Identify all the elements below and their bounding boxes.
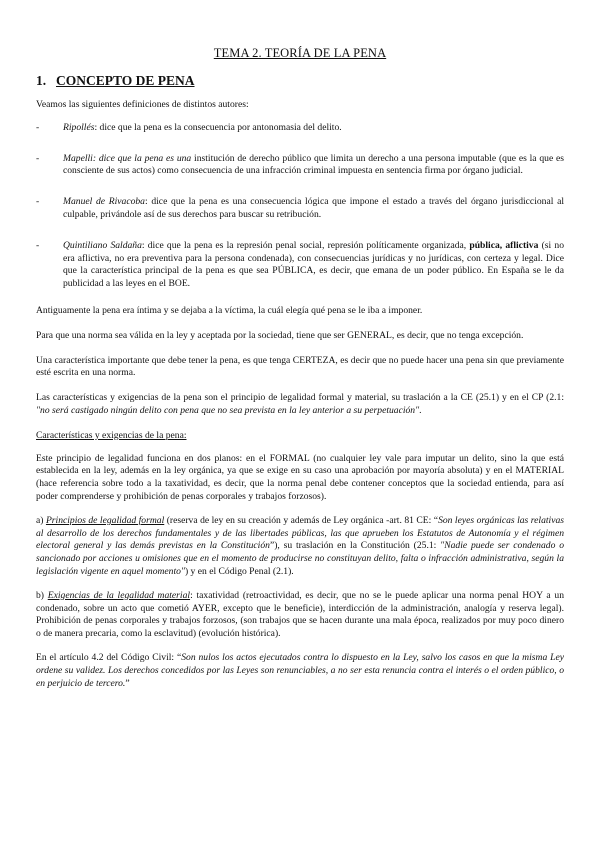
paragraph-text: En el artículo 4.2 del Código Civil: “ (36, 651, 182, 663)
paragraph-codigo-civil (36, 652, 564, 690)
definition-saldana (36, 240, 564, 291)
definition-text: institución de derecho público que limita un derecho a una persona imputable (que es la que es consciente de sus actos) como consecuencia de una infracción criminal impuesta en sentencia firma por órgano judicial. (63, 152, 565, 177)
definition-mapelli (36, 153, 564, 179)
item-b (36, 590, 564, 641)
item-text: ) y en el Código Penal (2.1). (184, 565, 294, 577)
author-name: Quintiliano Saldaña (63, 239, 142, 251)
bold-text: pública, aflictiva (469, 239, 539, 251)
quote-text: "no será castigado ningún delito con pena que no sea prevista en la ley anterior a su perpetuación" (36, 404, 420, 416)
definition-text: : dice que la pena es una consecuencia lógica que impone el estado a través del órgano jurisdiccional al culpable, privándole así de sus derechos para buscar su retribución. (63, 196, 564, 220)
author-name: Ripollés (63, 121, 95, 133)
paragraph-text: Las características y exigencias de la pena son el principio de legalidad formal y material, su traslación a la CE (25.1) y en el CP (2.1: (36, 392, 564, 404)
item-heading: Exigencias de la legalidad material (47, 589, 191, 601)
subheading: Características y exigencias de la pena: (36, 429, 187, 441)
intro-paragraph: Veamos las siguientes definiciones de distintos autores: (36, 99, 249, 110)
definition-text: : dice que la pena es la consecuencia por antonomasia del delito. (94, 121, 342, 133)
author-name: Manuel de Rivacoba (63, 196, 145, 208)
item-text: (reserva de ley en su creación y además de Ley orgánica -art. 81 CE: “ (164, 514, 439, 526)
list-dash: - (36, 239, 40, 251)
paragraph-general: Para que una norma sea válida en la ley y aceptada por la sociedad, tiene que ser GENERAL, es decir, que no tenga excepción. (36, 329, 524, 341)
section-number: 1. (36, 73, 47, 88)
definition-ripolles (36, 122, 564, 135)
paragraph-legalidad (36, 392, 564, 418)
definition-text: : dice que la pena es la represión penal social, represión políticamente organizada, (141, 239, 470, 251)
section-heading (36, 73, 564, 89)
quote-text: "Nadie puede ser condenado o sancionado por acciones u omisiones que en el momento de producirse no constituyan delito, falta o infracción administrativa, según la legislación vigente en aquel momento" (36, 540, 565, 577)
list-dash: - (36, 196, 40, 208)
definition-rivacoba (36, 196, 564, 222)
quote-text: Son leyes orgánicas las relativas al desarrollo de los derechos fundamentales y de las libertades públicas, las que aprueben los Estatutos de Autonomía y el régimen electoral general y las demás previstas en la Constitución (36, 514, 564, 552)
definition-text: (si no era aflictiva, no era preventiva para la persona condenada), con consecuencias jurídicas y no jurídicas, con certeza y legal. Dice que la característica principal de la pena es que sea PÚBLICA, es decir, que emana de un poder público. En España se le da publicidad a las leyes en el BOE. (63, 239, 564, 290)
list-dash: - (36, 152, 40, 164)
author-name: Mapelli: dice que la pena es una (63, 152, 192, 164)
paragraph-text: ” (125, 677, 130, 689)
item-text: ”), su traslación en la Constitución (25.1: (269, 540, 441, 552)
item-lead: b) (36, 589, 48, 601)
section-title: CONCEPTO DE PENA (56, 73, 195, 88)
item-heading: Principios de legalidad formal (45, 514, 165, 526)
paragraph-text: . (419, 404, 422, 416)
item-lead: a) (36, 514, 46, 526)
item-text: : taxatividad (retroactividad, es decir, que no se le puede aplicar una norma penal HOY a un condenado, sobre un acto que cometió AYER, excepto que le beneficie), interdicción de la administración, analogía y reserva legal). Prohibición de penas corporales y trabajos forzosos, (son trabajos que se hacen durante una mala época, realizados por muy poco dinero o de manera precaria, como la esclavitud) (evolución histórica). (36, 589, 565, 640)
list-dash: - (36, 121, 40, 133)
paragraph-antiguamente: Antiguamente la pena era íntima y se dejaba a la víctima, la cuál elegía qué pena se le iba a imponer. (36, 304, 423, 316)
document-title: TEMA 2. TEORÍA DE LA PENA (213, 46, 387, 60)
paragraph-certeza: Una característica importante que debe tener la pena, es que tenga CERTEZA, es decir que no puede hacer una pena sin que previamente esté escrita en una norma. (36, 354, 564, 379)
item-a (36, 515, 564, 579)
paragraph-principle: Este principio de legalidad funciona en dos planos: en el FORMAL (no cualquier ley vale para imputar un delito, sino la que está establecida en la ley, además en la ley orgánica, ya que se exige en su caso una aprobación por mayoría absoluta) y en el MATERIAL (hace referencia sobre todo a la taxatividad, es decir, que la norma penal debe contener conceptos que la sociedad entienda, para así poder comprenderse y prohibición de penas corporales y trabajos forzosos). (36, 452, 564, 502)
quote-text: Son nulos los actos ejecutados contra lo dispuesto en la Ley, salvo los casos en que la misma Ley ordene su validez. Los derechos concedidos por las Leyes son renunciables, a no ser esta renuncia contra el interés o el orden público, o en perjuicio de tercero. (36, 651, 564, 689)
